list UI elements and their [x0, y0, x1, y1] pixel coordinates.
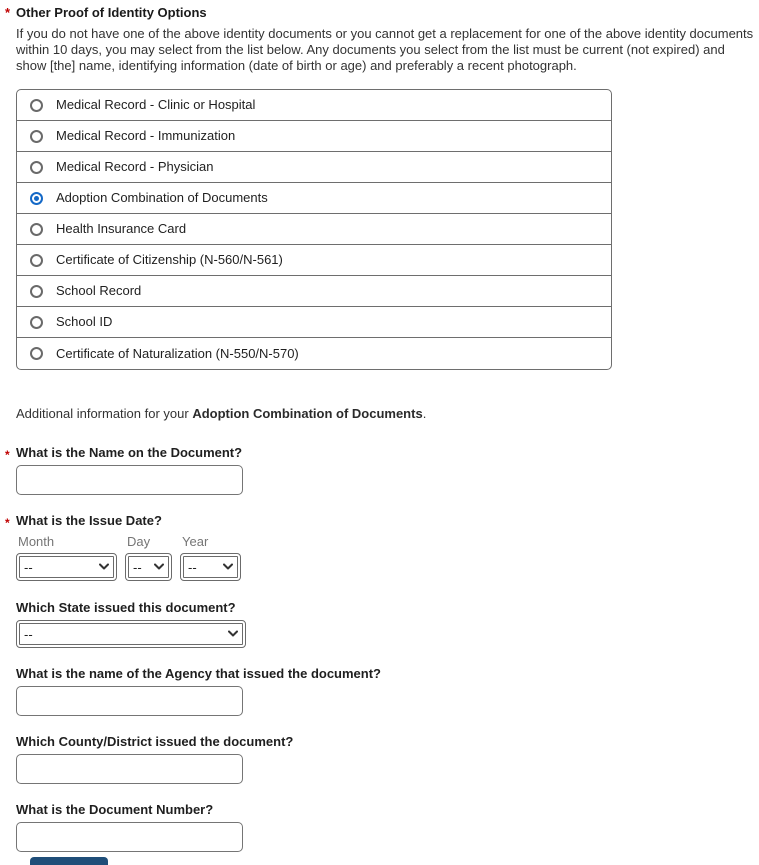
question-label: Which County/District issued the document? [16, 734, 294, 749]
next-button-partial[interactable] [30, 857, 108, 865]
year-select[interactable] [183, 556, 238, 578]
option-label: Certificate of Naturalization (N-550/N-570) [56, 345, 299, 361]
radio-button-icon[interactable] [30, 130, 43, 143]
option-school-id[interactable] [17, 307, 611, 338]
month-select[interactable] [19, 556, 114, 578]
selected-document-name: Adoption Combination of Documents [192, 406, 423, 421]
question-document-number [16, 802, 751, 852]
radio-button-selected-icon[interactable] [30, 192, 43, 205]
state-select-wrapper [16, 620, 246, 648]
year-label: Year [182, 534, 209, 549]
identity-options-list [16, 89, 612, 370]
question-label: * What is the Issue Date? [5, 513, 162, 530]
issue-date-month-field [16, 534, 117, 581]
question-label: Which State issued this document? [16, 600, 236, 615]
option-school-record[interactable] [17, 276, 611, 307]
radio-button-icon[interactable] [30, 347, 43, 360]
question-agency [16, 666, 751, 716]
option-label: Certificate of Citizenship (N-560/N-561) [56, 252, 283, 267]
name-on-document-input[interactable] [16, 465, 243, 495]
page-title: Other Proof of Identity Options [16, 5, 207, 20]
question-label: * What is the Name on the Document? [5, 445, 243, 462]
question-label: What is the name of the Agency that issued the document? [16, 666, 382, 681]
required-asterisk: * [5, 516, 10, 530]
option-label: Medical Record - Clinic or Hospital [56, 97, 256, 112]
option-label: Health Insurance Card [56, 221, 187, 236]
day-label: Day [127, 534, 151, 549]
issue-date-year-field [180, 534, 241, 581]
required-asterisk: * [5, 448, 10, 462]
option-health-insurance-card[interactable] [17, 214, 611, 245]
option-label: School Record [56, 283, 142, 298]
county-district-input[interactable] [16, 754, 243, 784]
section-header [5, 5, 751, 21]
option-medical-record-physician[interactable] [17, 152, 611, 183]
question-label: What is the Document Number? [16, 802, 214, 817]
question-issue-date [5, 513, 751, 581]
day-select-wrapper [125, 553, 172, 581]
issue-date-fields [16, 534, 751, 581]
required-asterisk: * [5, 5, 11, 20]
radio-button-icon[interactable] [30, 223, 43, 236]
option-certificate-naturalization[interactable] [17, 338, 611, 369]
radio-button-icon[interactable] [30, 285, 43, 298]
year-select-wrapper [180, 553, 241, 581]
state-select[interactable] [19, 623, 243, 645]
issue-date-day-field [125, 534, 172, 581]
radio-button-icon[interactable] [30, 254, 43, 267]
agency-input[interactable] [16, 686, 243, 716]
option-label: School ID [56, 314, 113, 329]
option-label: Medical Record - Immunization [56, 128, 236, 143]
document-number-input[interactable] [16, 822, 243, 852]
question-state [16, 600, 751, 648]
radio-button-icon[interactable] [30, 316, 43, 329]
additional-info-text: Additional information for your Adoption Combination of Documents. [16, 406, 427, 421]
question-name-on-document [5, 445, 751, 495]
option-medical-record-clinic[interactable] [17, 90, 611, 121]
option-certificate-citizenship[interactable] [17, 245, 611, 276]
day-select[interactable] [128, 556, 169, 578]
radio-button-icon[interactable] [30, 99, 43, 112]
question-county-district [16, 734, 751, 784]
option-label: Medical Record - Physician [56, 159, 214, 174]
month-select-wrapper [16, 553, 117, 581]
radio-button-icon[interactable] [30, 161, 43, 174]
option-medical-record-immunization[interactable] [17, 121, 611, 152]
intro-text: If you do not have one of the above identity documents or you cannot get a replacement for one of the above identity documents within 10 days, you may select from the list below. Any documents you select from the list must be current (not expired) and show [the] name, identifying information (date of birth or age) and preferably a recent photograph. [16, 26, 754, 73]
month-label: Month [18, 534, 55, 549]
option-adoption-combination[interactable] [17, 183, 611, 214]
option-label: Adoption Combination of Documents [56, 190, 268, 205]
